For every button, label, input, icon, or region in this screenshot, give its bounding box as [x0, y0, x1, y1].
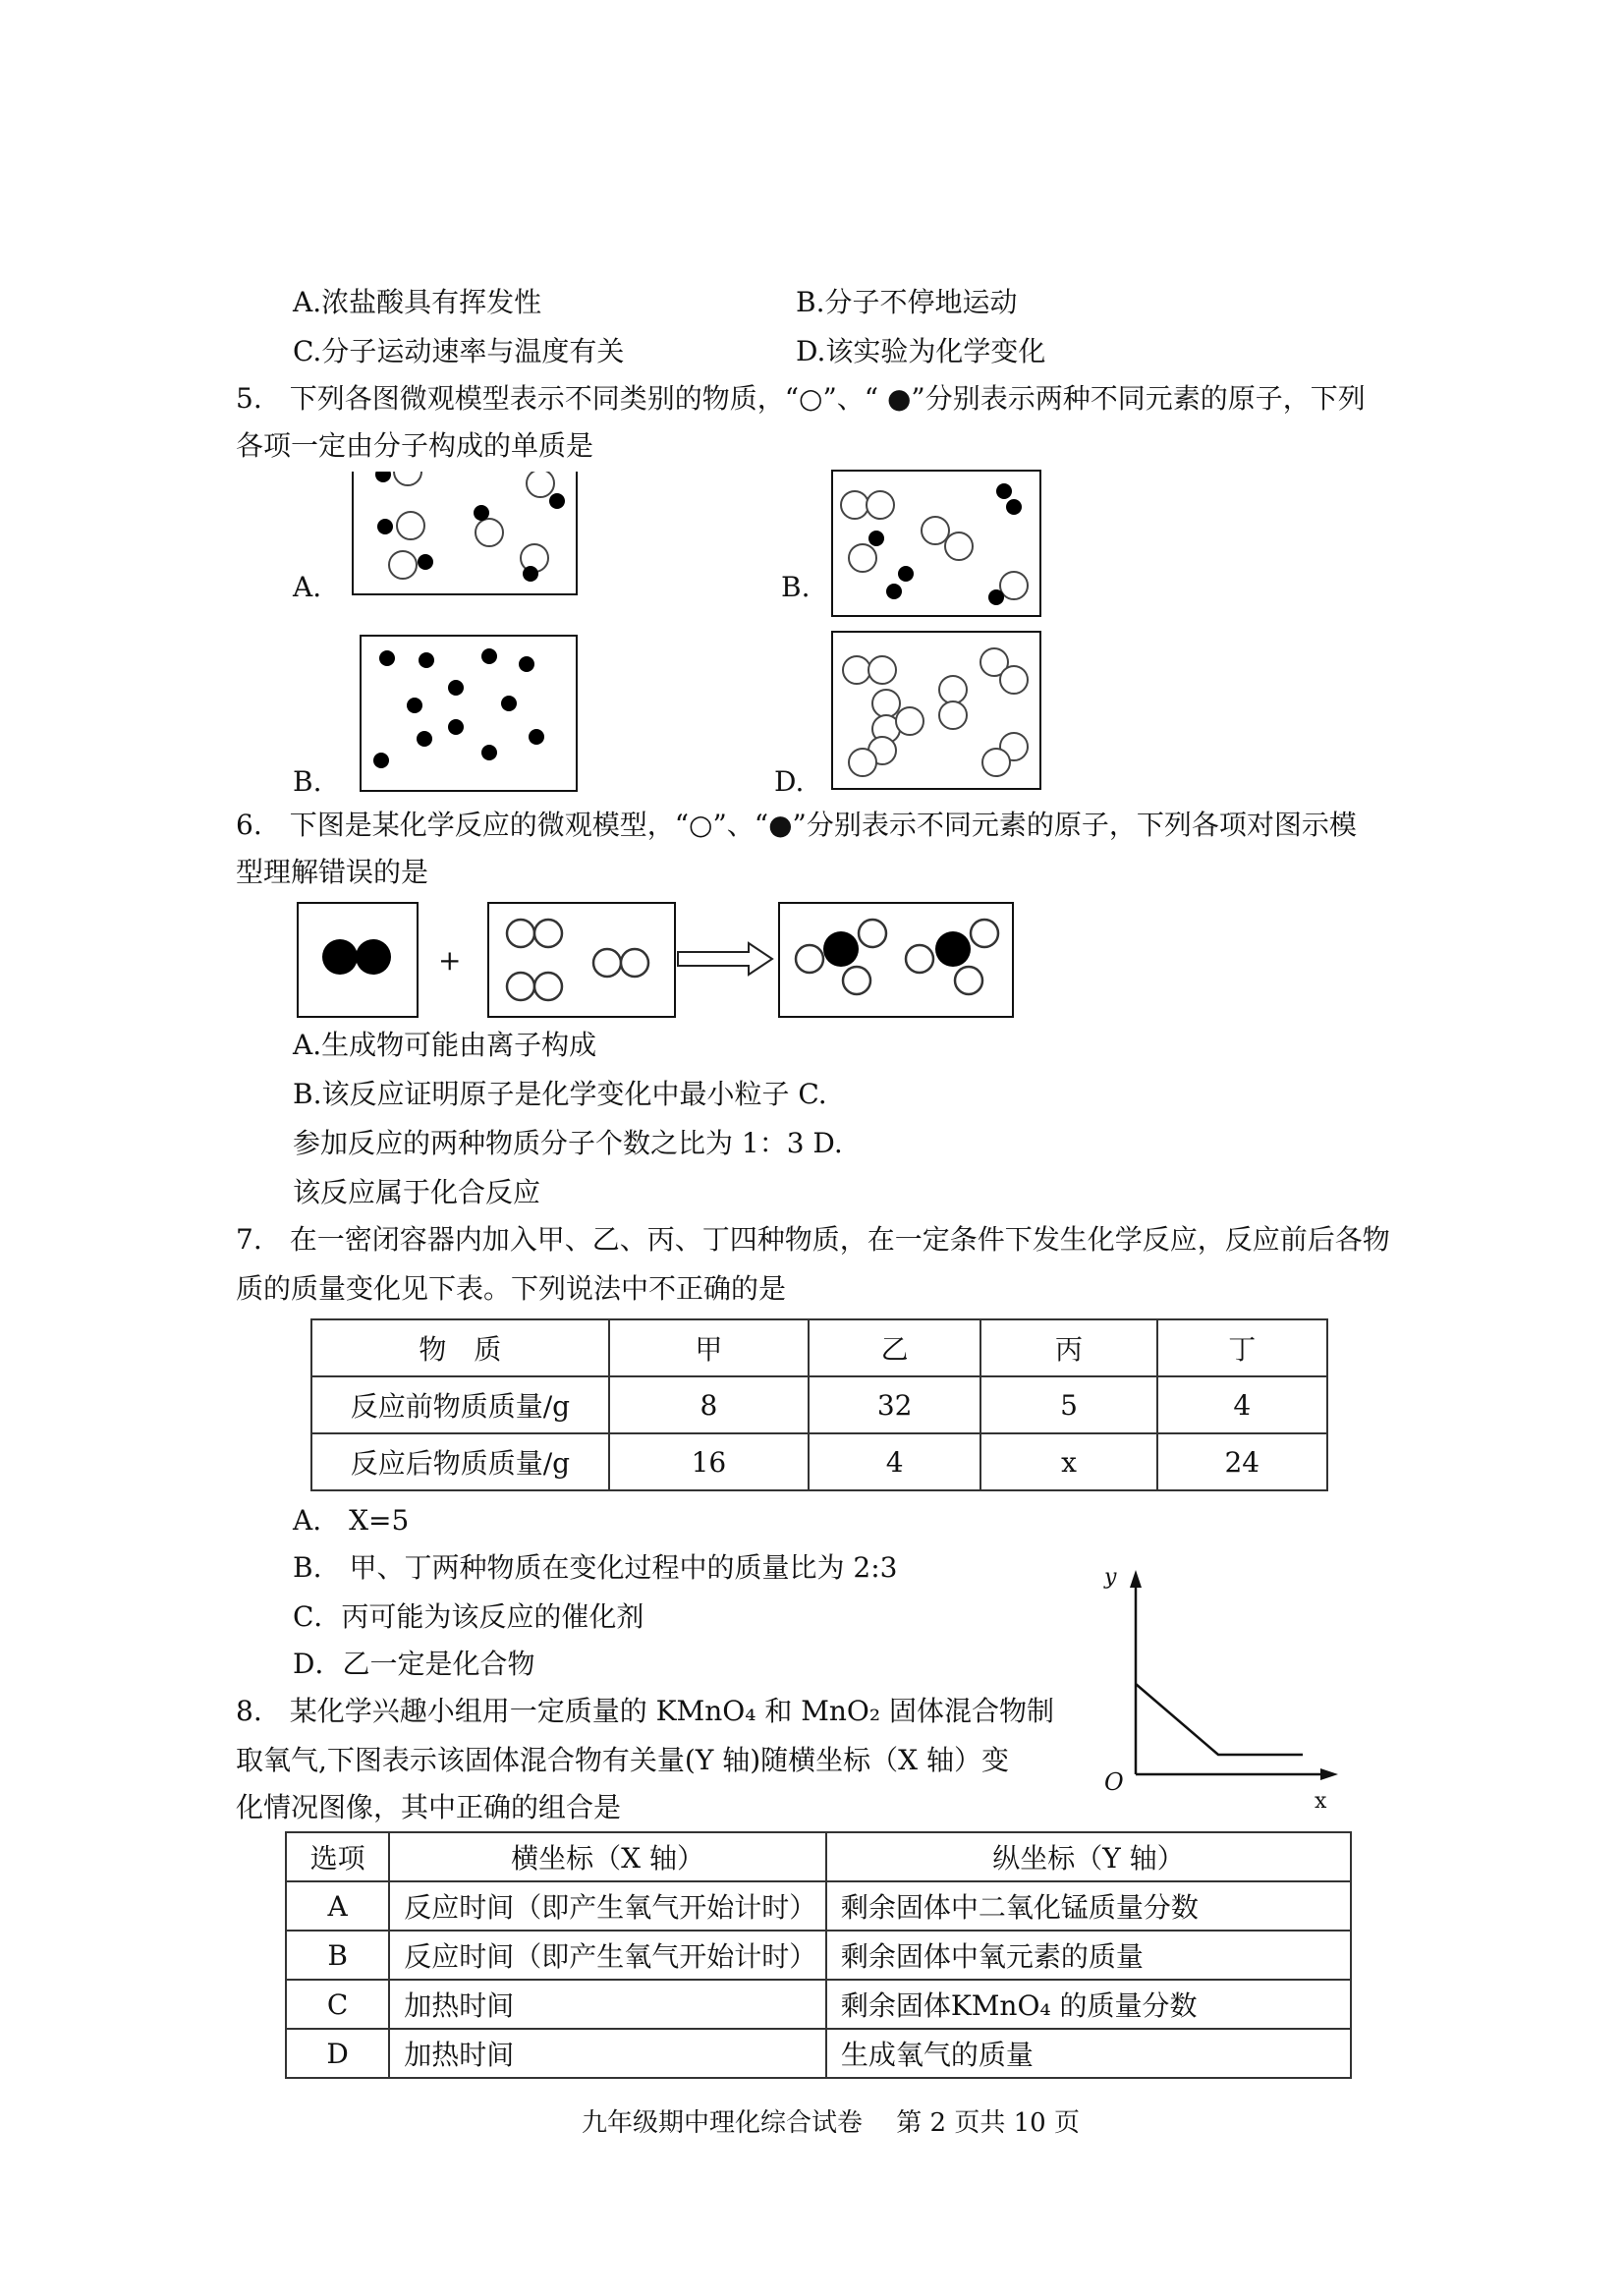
graph-curve [1136, 1684, 1303, 1755]
table-header-row [286, 1832, 1351, 1881]
q7-option-d: D．乙一定是化合物 [293, 1648, 535, 1680]
table-cell: 剩余固体中二氧化锰质量分数 [826, 1881, 1351, 1931]
q6-option-a: A.生成物可能由离子构成 [293, 1029, 597, 1061]
q8-stem-line1: 8. 某化学兴趣小组用一定质量的 KMnO₄ 和 MnO₂ 固体混合物制 [236, 1695, 1055, 1727]
q6-reactant-box-2 [487, 902, 676, 1018]
q5-label-b: B. [781, 571, 811, 603]
q7-stem-line1: 7. 在一密闭容器内加入甲、乙、丙、丁四种物质，在一定条件下发生化学反应，反应前后各物 [236, 1223, 1390, 1256]
q5-label-a: A. [293, 571, 322, 603]
table-header-cell: 甲 [609, 1319, 809, 1376]
table-cell: 5 [980, 1376, 1156, 1433]
table-header-cell: 纵坐标（Y 轴） [826, 1832, 1351, 1881]
q7-mass-table [310, 1318, 1328, 1491]
table-row [286, 2029, 1351, 2078]
table-header-cell: 丙 [980, 1319, 1156, 1376]
table-row [311, 1433, 1327, 1490]
table-header-cell: 选项 [286, 1832, 389, 1881]
q5-stem-line1: 5. 下列各图微观模型表示不同类别的物质，“○”、“ ●”分别表示两种不同元素的原子，下列 [236, 382, 1366, 415]
q7-option-a: A. X=5 [293, 1504, 410, 1537]
table-cell: 24 [1157, 1433, 1327, 1490]
q8-stem-line3: 化情况图像，其中正确的组合是 [236, 1791, 622, 1823]
table-cell: A [286, 1881, 389, 1931]
table-header-cell: 横坐标（X 轴） [389, 1832, 826, 1881]
q6-plus-sign: + [438, 944, 462, 977]
molecule-diagram-b [833, 472, 1039, 615]
table-row [286, 1980, 1351, 2029]
table-row [286, 1881, 1351, 1931]
table-row [311, 1376, 1327, 1433]
molecule-diagram-d [833, 633, 1039, 788]
q7-stem-line2: 质的质量变化见下表。下列说法中不正确的是 [236, 1272, 787, 1305]
q5-model-box-c [360, 635, 578, 792]
q6-product-molecules [780, 904, 1012, 1016]
table-cell: 剩余固体KMnO₄ 的质量分数 [826, 1980, 1351, 2029]
graph-y-label: y [1104, 1565, 1117, 1590]
table-cell: 生成氧气的质量 [826, 2029, 1351, 2078]
table-cell: 反应时间（即产生氧气开始计时） [389, 1881, 826, 1931]
q4-option-c: C.分子运动速率与温度有关 [293, 335, 625, 367]
table-cell: 反应后物质质量/g [311, 1433, 609, 1490]
table-cell: 8 [609, 1376, 809, 1433]
q8-stem-line2: 取氧气,下图表示该固体混合物有关量(Y 轴)随横坐标（X 轴）变 [236, 1744, 1009, 1776]
q5-stem-line2: 各项一定由分子构成的单质是 [236, 429, 594, 462]
y-axis-arrow-icon [1130, 1570, 1142, 1588]
q6-option-d: 该反应属于化合反应 [293, 1176, 541, 1208]
table-cell: C [286, 1980, 389, 2029]
q6-stem-line1: 6. 下图是某化学反应的微观模型，“○”、“●”分别表示不同元素的原子，下列各项对图示模 [236, 809, 1357, 841]
page-footer: 九年级期中理化综合试卷 第 2 页共 10 页 [582, 2108, 1080, 2138]
q6-diatomic-white-molecules [489, 904, 674, 1016]
q7-option-c: C．丙可能为该反应的催化剂 [293, 1600, 644, 1633]
q4-option-a: A.浓盐酸具有挥发性 [293, 286, 542, 318]
table-cell: 32 [809, 1376, 980, 1433]
q6-diatomic-black-molecule [299, 904, 417, 1016]
table-header-row [311, 1319, 1327, 1376]
table-cell: 加热时间 [389, 1980, 826, 2029]
table-cell: 4 [809, 1433, 980, 1490]
graph-origin-label: O [1104, 1768, 1124, 1796]
q6-option-c: 参加反应的两种物质分子个数之比为 1：3 D. [293, 1127, 843, 1159]
q5-label-c: B. [293, 765, 322, 798]
table-header-cell: 丁 [1157, 1319, 1327, 1376]
table-header-cell: 物 质 [311, 1319, 609, 1376]
molecule-diagram-c [362, 637, 576, 790]
table-cell: 4 [1157, 1376, 1327, 1433]
q6-product-box [778, 902, 1014, 1018]
molecule-diagram-a [354, 472, 576, 593]
q8-options-table [285, 1831, 1352, 2079]
q5-label-d: D. [774, 765, 805, 798]
graph-x-label: x [1315, 1789, 1327, 1814]
q6-reactant-box-1 [297, 902, 419, 1018]
table-row [286, 1931, 1351, 1980]
table-cell: 加热时间 [389, 2029, 826, 2078]
q6-stem-line2: 型理解错误的是 [236, 856, 429, 888]
table-cell: 剩余固体中氧元素的质量 [826, 1931, 1351, 1980]
q7-option-b: B. 甲、丁两种物质在变化过程中的质量比为 2:3 [293, 1551, 898, 1584]
table-cell: 反应前物质质量/g [311, 1376, 609, 1433]
q5-model-box-a [352, 472, 578, 595]
table-cell: 16 [609, 1433, 809, 1490]
table-header-cell: 乙 [809, 1319, 980, 1376]
q4-option-d: D.该实验为化学变化 [796, 335, 1046, 367]
table-cell: 反应时间（即产生氧气开始计时） [389, 1931, 826, 1980]
table-cell: x [980, 1433, 1156, 1490]
x-axis-arrow-icon [1320, 1768, 1338, 1780]
q6-option-b: B.该反应证明原子是化学变化中最小粒子 C. [293, 1078, 827, 1110]
table-cell: D [286, 2029, 389, 2078]
q5-model-box-b [831, 470, 1041, 617]
q4-option-b: B.分子不停地运动 [796, 286, 1018, 318]
table-cell: B [286, 1931, 389, 1980]
q5-model-box-d [831, 631, 1041, 790]
